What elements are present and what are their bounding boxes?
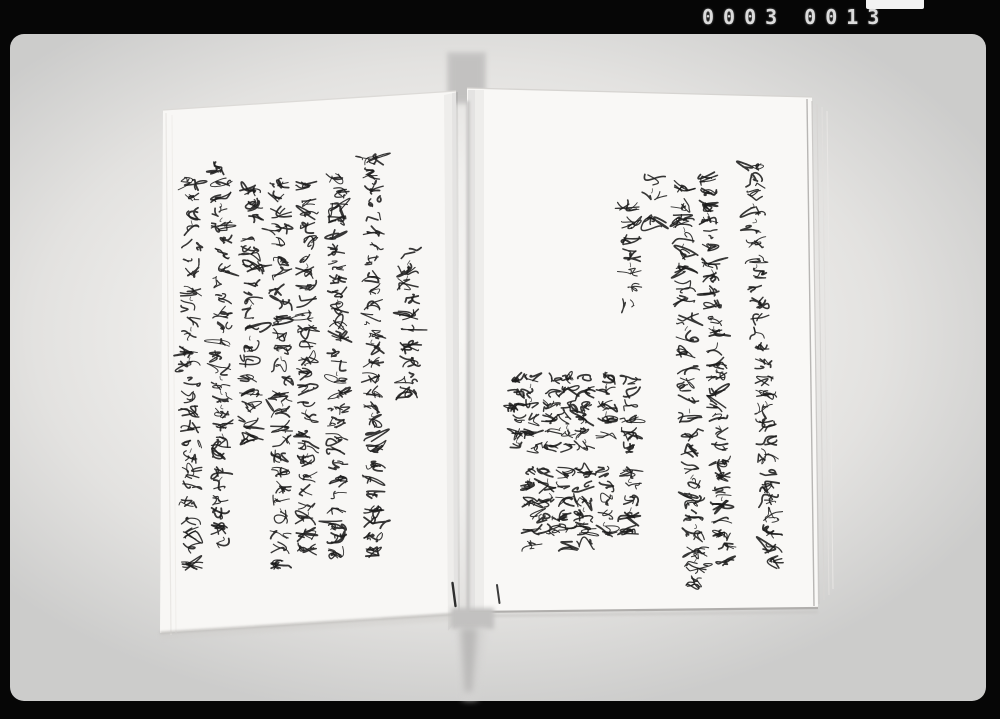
right-page: [467, 88, 833, 616]
frame-counter-number: 0013: [804, 5, 889, 29]
frame-counter-reel: 0003: [702, 5, 787, 29]
book-spine: [467, 101, 470, 612]
